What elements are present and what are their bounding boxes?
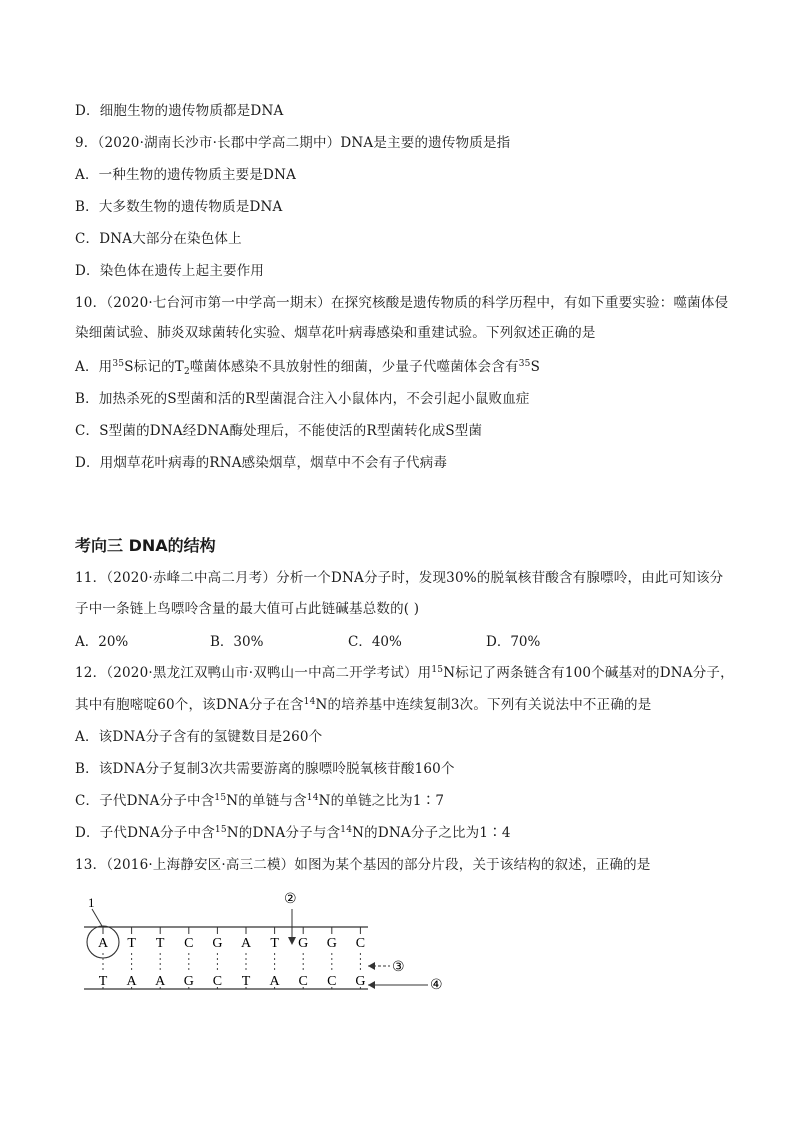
question-9-option-c: C．DNA大部分在染色体上 bbox=[75, 231, 242, 247]
question-12-option-c: C．子代DNA分子中含$^{15}$N的单链与含$^{14}$N的单链之比为1∶7 bbox=[75, 793, 445, 809]
top-base: G bbox=[326, 936, 337, 951]
question-10-option-c: C．S型菌的DNA经DNA酶处理后，不能使活的R型菌转化成S型菌 bbox=[75, 423, 483, 439]
bottom-base: C bbox=[327, 974, 337, 989]
option-d-prev: D．细胞生物的遗传物质都是DNA bbox=[75, 103, 284, 119]
top-base: G bbox=[298, 936, 309, 951]
top-base: T bbox=[270, 936, 279, 951]
label-2: ② bbox=[284, 891, 297, 907]
question-11-stem-line1: 11．（2020·赤峰二中高二月考）分析一个DNA分子时，发现30%的脱氧核苷酸含有腺嘌呤，由此可知该分 bbox=[75, 570, 724, 586]
top-base: C bbox=[355, 936, 366, 951]
question-11-option-c: C．40% bbox=[348, 634, 402, 650]
question-12-option-a: A．该DNA分子含有的氢键数目是260个 bbox=[75, 729, 323, 745]
bottom-base: A bbox=[126, 974, 137, 989]
question-10-stem-line1: 10．（2020·七台河市第一中学高一期末）在探究核酸是遗传物质的科学历程中，有如下重要实验：噬菌体侵 bbox=[75, 295, 729, 311]
question-10-option-b: B．加热杀死的S型菌和活的R型菌混合注入小鼠体内，不会引起小鼠败血症 bbox=[75, 391, 530, 407]
top-base: T bbox=[155, 936, 165, 951]
label-1-leader bbox=[92, 909, 102, 926]
bottom-base: G bbox=[355, 974, 366, 989]
arrow-4-head bbox=[368, 981, 375, 989]
question-9-stem: 9．（2020·湖南长沙市·长郡中学高二期中）DNA是主要的遗传物质是指 bbox=[75, 135, 511, 151]
top-base: A bbox=[240, 936, 252, 951]
label-4: ④ bbox=[430, 977, 443, 993]
top-base: C bbox=[184, 936, 194, 951]
question-12-stem-line1: 12．（2020·黑龙江双鸭山市·双鸭山一中高二开学考试）用$^{15}$N标记了两条链含有100个碱基对的DNA分子， bbox=[75, 665, 734, 681]
label-3: ③ bbox=[392, 959, 405, 975]
bottom-base: T bbox=[98, 974, 108, 989]
top-base: A bbox=[97, 936, 109, 951]
arrow-3-head bbox=[368, 962, 375, 970]
bottom-base: C bbox=[298, 974, 308, 989]
base-pairs bbox=[98, 927, 366, 989]
label-1: 1 bbox=[88, 895, 95, 910]
top-base: G bbox=[212, 936, 223, 951]
question-13-stem: 13．（2016·上海静安区·高三二模）如图为某个基因的部分片段，关于该结构的叙述，正确的是 bbox=[75, 857, 651, 873]
dna-diagram bbox=[78, 885, 458, 1000]
bottom-base: A bbox=[269, 974, 280, 989]
question-10-option-a: A．用$^{35}$S标记的$T_2$噬菌体感染不具放射性的细菌，少量子代噬菌体会含有$^{35}$S bbox=[75, 359, 541, 377]
section-heading: 考向三 DNA的结构 bbox=[75, 536, 216, 555]
top-base: T bbox=[127, 936, 136, 951]
bottom-base: T bbox=[241, 974, 251, 989]
question-12-option-b: B．该DNA分子复制3次共需要游离的腺嘌呤脱氧核苷酸160个 bbox=[75, 761, 455, 777]
question-12-option-d: D．子代DNA分子中含$^{15}$N的DNA分子与含$^{14}$N的DNA分子之比为1∶4 bbox=[75, 825, 511, 841]
dna-structure-figure bbox=[78, 885, 458, 1000]
question-11-stem-line2: 子中一条链上鸟嘌呤含量的最大值可占此链碱基总数的( ) bbox=[75, 601, 420, 617]
question-10-option-d: D．用烟草花叶病毒的RNA感染烟草，烟草中不会有子代病毒 bbox=[75, 455, 448, 471]
bottom-base: C bbox=[212, 974, 223, 989]
question-9-option-b: B．大多数生物的遗传物质是DNA bbox=[75, 199, 283, 215]
question-11-option-b: B．30% bbox=[210, 634, 264, 650]
bottom-base: G bbox=[183, 974, 194, 989]
question-11-option-d: D．70% bbox=[486, 634, 541, 650]
question-12-stem-line2: 其中有胞嘧啶60个，该DNA分子在含$^{14}$N的培养基中连续复制3次。下列有关说法中不正确的是 bbox=[75, 697, 652, 713]
arrow-2-head bbox=[288, 937, 296, 945]
question-9-option-a: A．一种生物的遗传物质主要是DNA bbox=[75, 167, 297, 183]
question-10-stem-line2: 染细菌试验、肺炎双球菌转化实验、烟草花叶病毒感染和重建试验。下列叙述正确的是 bbox=[75, 325, 596, 341]
question-9-option-d: D．染色体在遗传上起主要作用 bbox=[75, 263, 265, 279]
bottom-base: A bbox=[155, 974, 166, 989]
question-11-option-a: A．20% bbox=[75, 634, 129, 650]
